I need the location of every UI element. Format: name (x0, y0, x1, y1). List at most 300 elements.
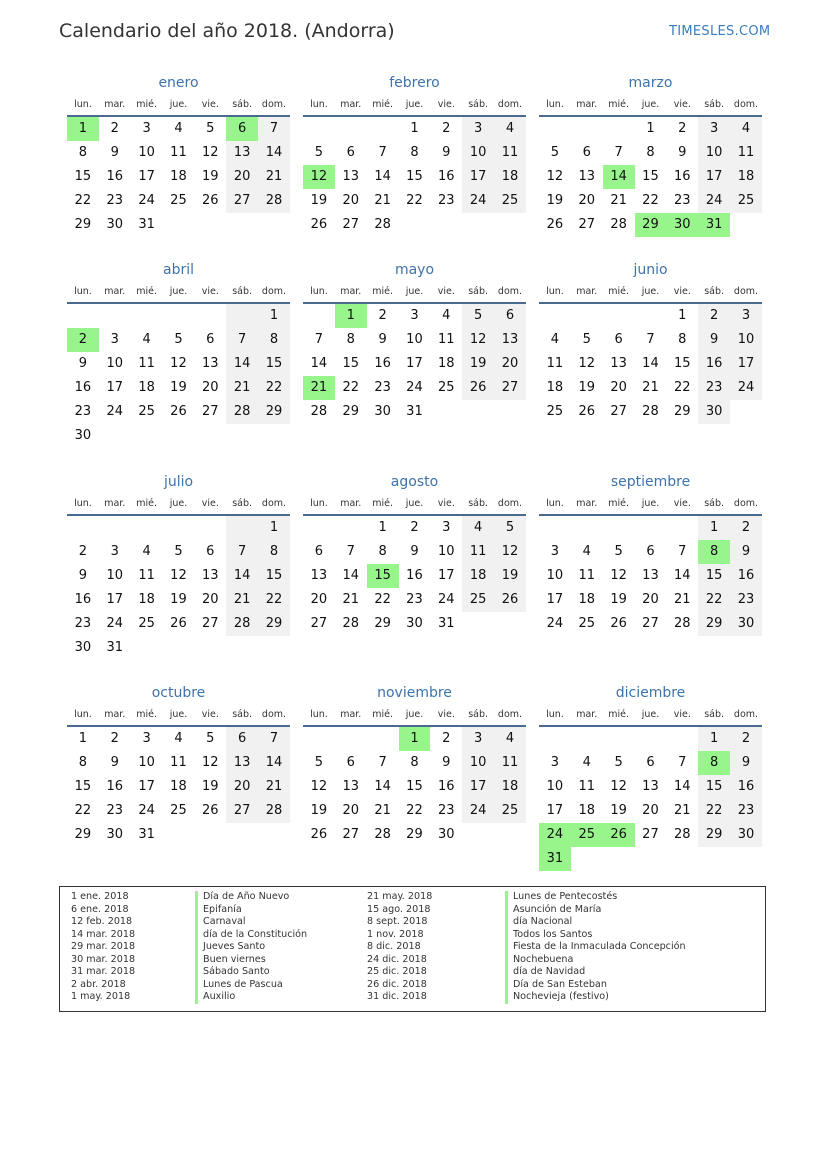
holiday-day-cell[interactable]: 14 (603, 165, 635, 189)
day-cell[interactable]: 15 (74, 169, 92, 184)
day-cell[interactable]: 24 (406, 380, 423, 395)
day-cell[interactable]: 30 (406, 616, 423, 631)
day-cell[interactable]: 4 (582, 544, 591, 559)
day-cell[interactable]: 27 (202, 404, 219, 419)
day-cell[interactable]: 7 (258, 727, 290, 751)
day-cell[interactable]: 11 (170, 145, 187, 160)
holiday-day-cell[interactable]: 8 (698, 751, 730, 775)
day-cell[interactable]: 1 (78, 731, 88, 746)
day-cell[interactable]: 13 (494, 328, 526, 352)
day-cell[interactable]: 4 (462, 516, 494, 540)
day-cell[interactable]: 9 (442, 755, 451, 770)
day-cell[interactable]: 3 (550, 755, 560, 770)
day-cell[interactable]: 5 (174, 544, 183, 559)
day-cell[interactable]: 18 (494, 165, 526, 189)
day-cell[interactable]: 23 (374, 380, 391, 395)
day-cell[interactable]: 11 (138, 356, 155, 371)
day-cell[interactable]: 22 (374, 592, 391, 607)
day-cell[interactable]: 6 (646, 544, 655, 559)
day-cell[interactable]: 23 (438, 193, 455, 208)
day-cell[interactable]: 3 (442, 520, 451, 535)
day-cell[interactable]: 7 (378, 145, 387, 160)
day-cell[interactable]: 5 (314, 145, 324, 160)
day-cell[interactable]: 7 (226, 328, 258, 352)
holiday-day-cell[interactable]: 26 (603, 823, 635, 847)
day-cell[interactable]: 2 (698, 304, 730, 328)
day-cell[interactable]: 14 (258, 751, 290, 775)
day-cell[interactable]: 5 (582, 332, 591, 347)
day-cell[interactable]: 13 (226, 141, 258, 165)
holiday-day-cell[interactable]: 8 (698, 540, 730, 564)
day-cell[interactable]: 5 (462, 304, 494, 328)
day-cell[interactable]: 10 (462, 751, 494, 775)
day-cell[interactable]: 17 (406, 356, 423, 371)
day-cell[interactable]: 16 (374, 356, 391, 371)
day-cell[interactable]: 20 (642, 592, 659, 607)
day-cell[interactable]: 16 (730, 775, 762, 799)
day-cell[interactable]: 25 (170, 803, 187, 818)
day-cell[interactable]: 14 (342, 568, 360, 583)
day-cell[interactable]: 29 (406, 827, 423, 842)
day-cell[interactable]: 26 (546, 217, 564, 232)
day-cell[interactable]: 24 (138, 803, 155, 818)
day-cell[interactable]: 29 (674, 404, 691, 419)
day-cell[interactable]: 27 (342, 217, 360, 232)
day-cell[interactable]: 22 (74, 803, 92, 818)
day-cell[interactable]: 1 (410, 121, 419, 136)
day-cell[interactable]: 11 (462, 540, 494, 564)
day-cell[interactable]: 19 (310, 803, 328, 818)
day-cell[interactable]: 5 (314, 755, 324, 770)
day-cell[interactable]: 8 (646, 145, 655, 160)
day-cell[interactable]: 15 (258, 352, 290, 376)
day-cell[interactable]: 17 (438, 568, 455, 583)
day-cell[interactable]: 28 (674, 616, 691, 631)
day-cell[interactable]: 3 (110, 332, 119, 347)
day-cell[interactable]: 21 (226, 376, 258, 400)
day-cell[interactable]: 9 (410, 544, 419, 559)
day-cell[interactable]: 8 (78, 145, 88, 160)
day-cell[interactable]: 25 (438, 380, 455, 395)
day-cell[interactable]: 13 (610, 356, 627, 371)
day-cell[interactable]: 19 (546, 193, 564, 208)
day-cell[interactable]: 12 (170, 356, 187, 371)
day-cell[interactable]: 29 (342, 404, 360, 419)
day-cell[interactable]: 6 (346, 755, 355, 770)
day-cell[interactable]: 3 (462, 727, 494, 751)
holiday-day-cell[interactable]: 25 (571, 823, 603, 847)
day-cell[interactable]: 8 (410, 145, 419, 160)
day-cell[interactable]: 6 (582, 145, 591, 160)
day-cell[interactable]: 11 (494, 141, 526, 165)
day-cell[interactable]: 23 (730, 588, 762, 612)
holiday-day-cell[interactable]: 2 (67, 328, 99, 352)
day-cell[interactable]: 30 (106, 827, 124, 842)
day-cell[interactable]: 21 (342, 592, 360, 607)
day-cell[interactable]: 16 (106, 779, 124, 794)
day-cell[interactable]: 9 (730, 751, 762, 775)
day-cell[interactable]: 30 (730, 823, 762, 847)
day-cell[interactable]: 9 (378, 332, 387, 347)
day-cell[interactable]: 21 (258, 775, 290, 799)
day-cell[interactable]: 20 (342, 193, 360, 208)
day-cell[interactable]: 6 (646, 755, 655, 770)
day-cell[interactable]: 28 (226, 400, 258, 424)
day-cell[interactable]: 27 (342, 827, 360, 842)
day-cell[interactable]: 24 (106, 404, 124, 419)
day-cell[interactable]: 22 (406, 193, 423, 208)
day-cell[interactable]: 29 (374, 616, 391, 631)
day-cell[interactable]: 11 (170, 755, 187, 770)
day-cell[interactable]: 16 (106, 169, 124, 184)
day-cell[interactable]: 9 (110, 145, 119, 160)
day-cell[interactable]: 10 (730, 328, 762, 352)
day-cell[interactable]: 21 (642, 380, 659, 395)
day-cell[interactable]: 10 (406, 332, 423, 347)
day-cell[interactable]: 14 (374, 169, 391, 184)
day-cell[interactable]: 30 (106, 217, 124, 232)
day-cell[interactable]: 25 (462, 588, 494, 612)
day-cell[interactable]: 16 (74, 592, 92, 607)
day-cell[interactable]: 20 (226, 775, 258, 799)
day-cell[interactable]: 27 (610, 404, 627, 419)
holiday-day-cell[interactable]: 15 (367, 564, 399, 588)
day-cell[interactable]: 7 (258, 117, 290, 141)
day-cell[interactable]: 14 (310, 356, 328, 371)
day-cell[interactable]: 21 (374, 803, 391, 818)
day-cell[interactable]: 15 (342, 356, 360, 371)
day-cell[interactable]: 19 (610, 803, 627, 818)
day-cell[interactable]: 28 (226, 612, 258, 636)
day-cell[interactable]: 12 (170, 568, 187, 583)
day-cell[interactable]: 12 (494, 540, 526, 564)
day-cell[interactable]: 13 (642, 779, 659, 794)
day-cell[interactable]: 2 (110, 731, 119, 746)
day-cell[interactable]: 2 (730, 516, 762, 540)
day-cell[interactable]: 28 (674, 827, 691, 842)
day-cell[interactable]: 4 (494, 727, 526, 751)
day-cell[interactable]: 5 (550, 145, 560, 160)
day-cell[interactable]: 17 (106, 380, 124, 395)
day-cell[interactable]: 7 (226, 540, 258, 564)
day-cell[interactable]: 12 (202, 145, 219, 160)
day-cell[interactable]: 28 (374, 217, 391, 232)
day-cell[interactable]: 13 (642, 568, 659, 583)
day-cell[interactable]: 8 (78, 755, 88, 770)
day-cell[interactable]: 14 (226, 564, 258, 588)
day-cell[interactable]: 18 (578, 803, 596, 818)
day-cell[interactable]: 18 (546, 380, 564, 395)
day-cell[interactable]: 1 (378, 520, 387, 535)
day-cell[interactable]: 28 (258, 189, 290, 213)
day-cell[interactable]: 1 (646, 121, 655, 136)
day-cell[interactable]: 7 (346, 544, 355, 559)
day-cell[interactable]: 19 (170, 380, 187, 395)
day-cell[interactable]: 30 (698, 400, 730, 424)
day-cell[interactable]: 3 (142, 731, 151, 746)
day-cell[interactable]: 1 (698, 516, 730, 540)
day-cell[interactable]: 11 (578, 568, 596, 583)
day-cell[interactable]: 23 (106, 803, 124, 818)
day-cell[interactable]: 18 (730, 165, 762, 189)
holiday-day-cell[interactable]: 31 (698, 213, 730, 237)
day-cell[interactable]: 17 (106, 592, 124, 607)
day-cell[interactable]: 3 (410, 308, 419, 323)
day-cell[interactable]: 2 (110, 121, 119, 136)
day-cell[interactable]: 16 (438, 779, 455, 794)
day-cell[interactable]: 7 (314, 332, 324, 347)
day-cell[interactable]: 27 (226, 799, 258, 823)
day-cell[interactable]: 6 (226, 727, 258, 751)
day-cell[interactable]: 4 (550, 332, 560, 347)
day-cell[interactable]: 10 (138, 755, 155, 770)
day-cell[interactable]: 20 (610, 380, 627, 395)
day-cell[interactable]: 19 (202, 779, 219, 794)
day-cell[interactable]: 23 (106, 193, 124, 208)
day-cell[interactable]: 11 (438, 332, 455, 347)
day-cell[interactable]: 4 (494, 117, 526, 141)
day-cell[interactable]: 24 (730, 376, 762, 400)
day-cell[interactable]: 26 (494, 588, 526, 612)
day-cell[interactable]: 18 (578, 592, 596, 607)
day-cell[interactable]: 13 (202, 356, 219, 371)
day-cell[interactable]: 11 (578, 779, 596, 794)
day-cell[interactable]: 25 (170, 193, 187, 208)
day-cell[interactable]: 1 (258, 516, 290, 540)
day-cell[interactable]: 23 (674, 193, 691, 208)
day-cell[interactable]: 8 (258, 328, 290, 352)
day-cell[interactable]: 24 (546, 616, 564, 631)
day-cell[interactable]: 28 (642, 404, 659, 419)
day-cell[interactable]: 10 (546, 779, 564, 794)
day-cell[interactable]: 3 (730, 304, 762, 328)
day-cell[interactable]: 24 (698, 189, 730, 213)
day-cell[interactable]: 22 (258, 588, 290, 612)
day-cell[interactable]: 28 (374, 827, 391, 842)
day-cell[interactable]: 20 (310, 592, 328, 607)
day-cell[interactable]: 30 (438, 827, 455, 842)
holiday-day-cell[interactable]: 29 (635, 213, 667, 237)
day-cell[interactable]: 12 (578, 356, 596, 371)
day-cell[interactable]: 9 (78, 356, 88, 371)
day-cell[interactable]: 22 (642, 193, 659, 208)
day-cell[interactable]: 14 (374, 779, 391, 794)
day-cell[interactable]: 7 (646, 332, 655, 347)
day-cell[interactable]: 28 (610, 217, 627, 232)
day-cell[interactable]: 8 (258, 540, 290, 564)
day-cell[interactable]: 31 (106, 640, 124, 655)
day-cell[interactable]: 31 (438, 616, 455, 631)
day-cell[interactable]: 25 (138, 616, 155, 631)
day-cell[interactable]: 4 (142, 544, 151, 559)
day-cell[interactable]: 29 (698, 823, 730, 847)
day-cell[interactable]: 26 (578, 404, 596, 419)
day-cell[interactable]: 13 (226, 751, 258, 775)
day-cell[interactable]: 15 (698, 564, 730, 588)
day-cell[interactable]: 24 (462, 189, 494, 213)
day-cell[interactable]: 16 (698, 352, 730, 376)
day-cell[interactable]: 27 (494, 376, 526, 400)
day-cell[interactable]: 9 (78, 568, 88, 583)
day-cell[interactable]: 17 (138, 779, 155, 794)
day-cell[interactable]: 10 (546, 568, 564, 583)
day-cell[interactable]: 22 (698, 799, 730, 823)
day-cell[interactable]: 10 (106, 356, 124, 371)
day-cell[interactable]: 13 (342, 169, 360, 184)
day-cell[interactable]: 16 (438, 169, 455, 184)
day-cell[interactable]: 4 (142, 332, 151, 347)
day-cell[interactable]: 16 (674, 169, 691, 184)
day-cell[interactable]: 21 (674, 803, 691, 818)
day-cell[interactable]: 26 (202, 193, 219, 208)
day-cell[interactable]: 20 (202, 592, 219, 607)
day-cell[interactable]: 22 (406, 803, 423, 818)
day-cell[interactable]: 27 (202, 616, 219, 631)
day-cell[interactable]: 17 (546, 803, 564, 818)
day-cell[interactable]: 6 (614, 332, 623, 347)
day-cell[interactable]: 2 (730, 727, 762, 751)
day-cell[interactable]: 21 (674, 592, 691, 607)
day-cell[interactable]: 23 (74, 404, 92, 419)
holiday-day-cell[interactable]: 30 (666, 213, 698, 237)
day-cell[interactable]: 28 (310, 404, 328, 419)
day-cell[interactable]: 31 (138, 827, 155, 842)
day-cell[interactable]: 22 (674, 380, 691, 395)
day-cell[interactable]: 17 (698, 165, 730, 189)
day-cell[interactable]: 19 (610, 592, 627, 607)
day-cell[interactable]: 2 (678, 121, 687, 136)
day-cell[interactable]: 19 (578, 380, 596, 395)
day-cell[interactable]: 6 (494, 304, 526, 328)
day-cell[interactable]: 25 (546, 404, 564, 419)
day-cell[interactable]: 4 (730, 117, 762, 141)
day-cell[interactable]: 5 (206, 731, 215, 746)
day-cell[interactable]: 20 (494, 352, 526, 376)
day-cell[interactable]: 23 (406, 592, 423, 607)
day-cell[interactable]: 21 (258, 165, 290, 189)
day-cell[interactable]: 8 (378, 544, 387, 559)
day-cell[interactable]: 16 (74, 380, 92, 395)
day-cell[interactable]: 23 (730, 799, 762, 823)
day-cell[interactable]: 26 (462, 376, 494, 400)
holiday-day-cell[interactable]: 21 (303, 376, 335, 400)
day-cell[interactable]: 9 (698, 328, 730, 352)
day-cell[interactable]: 30 (730, 612, 762, 636)
day-cell[interactable]: 17 (138, 169, 155, 184)
day-cell[interactable]: 3 (142, 121, 151, 136)
day-cell[interactable]: 31 (138, 217, 155, 232)
day-cell[interactable]: 18 (138, 592, 155, 607)
day-cell[interactable]: 12 (462, 328, 494, 352)
day-cell[interactable]: 8 (678, 332, 687, 347)
day-cell[interactable]: 3 (550, 544, 560, 559)
day-cell[interactable]: 6 (314, 544, 324, 559)
holiday-day-cell[interactable]: 1 (335, 304, 367, 328)
day-cell[interactable]: 15 (258, 564, 290, 588)
day-cell[interactable]: 19 (494, 564, 526, 588)
day-cell[interactable]: 26 (170, 404, 187, 419)
day-cell[interactable]: 14 (674, 568, 691, 583)
day-cell[interactable]: 15 (642, 169, 659, 184)
day-cell[interactable]: 8 (346, 332, 355, 347)
day-cell[interactable]: 7 (378, 755, 387, 770)
day-cell[interactable]: 17 (462, 165, 494, 189)
day-cell[interactable]: 18 (138, 380, 155, 395)
day-cell[interactable]: 4 (582, 755, 591, 770)
day-cell[interactable]: 8 (410, 755, 419, 770)
day-cell[interactable]: 18 (170, 779, 187, 794)
day-cell[interactable]: 19 (170, 592, 187, 607)
holiday-day-cell[interactable]: 12 (303, 165, 335, 189)
day-cell[interactable]: 10 (462, 141, 494, 165)
day-cell[interactable]: 9 (110, 755, 119, 770)
day-cell[interactable]: 23 (438, 803, 455, 818)
day-cell[interactable]: 18 (438, 356, 455, 371)
day-cell[interactable]: 12 (202, 755, 219, 770)
day-cell[interactable]: 2 (442, 121, 451, 136)
day-cell[interactable]: 3 (110, 544, 119, 559)
day-cell[interactable]: 27 (578, 217, 596, 232)
day-cell[interactable]: 28 (258, 799, 290, 823)
day-cell[interactable]: 27 (310, 616, 328, 631)
day-cell[interactable]: 20 (226, 165, 258, 189)
day-cell[interactable]: 3 (462, 117, 494, 141)
day-cell[interactable]: 19 (202, 169, 219, 184)
day-cell[interactable]: 7 (678, 544, 687, 559)
day-cell[interactable]: 12 (546, 169, 564, 184)
day-cell[interactable]: 22 (258, 376, 290, 400)
day-cell[interactable]: 25 (138, 404, 155, 419)
day-cell[interactable]: 28 (342, 616, 360, 631)
day-cell[interactable]: 16 (730, 564, 762, 588)
day-cell[interactable]: 23 (698, 376, 730, 400)
day-cell[interactable]: 11 (494, 751, 526, 775)
day-cell[interactable]: 14 (226, 352, 258, 376)
day-cell[interactable]: 12 (610, 568, 627, 583)
day-cell[interactable]: 12 (310, 779, 328, 794)
day-cell[interactable]: 14 (258, 141, 290, 165)
day-cell[interactable]: 24 (438, 592, 455, 607)
day-cell[interactable]: 29 (258, 612, 290, 636)
day-cell[interactable]: 30 (74, 640, 92, 655)
day-cell[interactable]: 3 (698, 117, 730, 141)
day-cell[interactable]: 29 (698, 612, 730, 636)
day-cell[interactable]: 22 (74, 193, 92, 208)
day-cell[interactable]: 30 (74, 428, 92, 443)
day-cell[interactable]: 12 (610, 779, 627, 794)
day-cell[interactable]: 4 (442, 308, 451, 323)
day-cell[interactable]: 13 (202, 568, 219, 583)
day-cell[interactable]: 9 (442, 145, 451, 160)
day-cell[interactable]: 26 (310, 827, 328, 842)
day-cell[interactable]: 25 (730, 189, 762, 213)
day-cell[interactable]: 21 (374, 193, 391, 208)
day-cell[interactable]: 16 (406, 568, 423, 583)
day-cell[interactable]: 7 (614, 145, 623, 160)
holiday-day-cell[interactable]: 6 (226, 117, 258, 141)
day-cell[interactable]: 31 (406, 404, 423, 419)
day-cell[interactable]: 24 (106, 616, 124, 631)
holiday-day-cell[interactable]: 1 (67, 117, 99, 141)
day-cell[interactable]: 5 (614, 755, 623, 770)
day-cell[interactable]: 20 (642, 803, 659, 818)
day-cell[interactable]: 1 (698, 727, 730, 751)
day-cell[interactable]: 18 (494, 775, 526, 799)
brand-link[interactable]: TIMESLES.COM (669, 24, 771, 39)
day-cell[interactable]: 24 (462, 799, 494, 823)
day-cell[interactable]: 30 (374, 404, 391, 419)
day-cell[interactable]: 26 (610, 616, 627, 631)
